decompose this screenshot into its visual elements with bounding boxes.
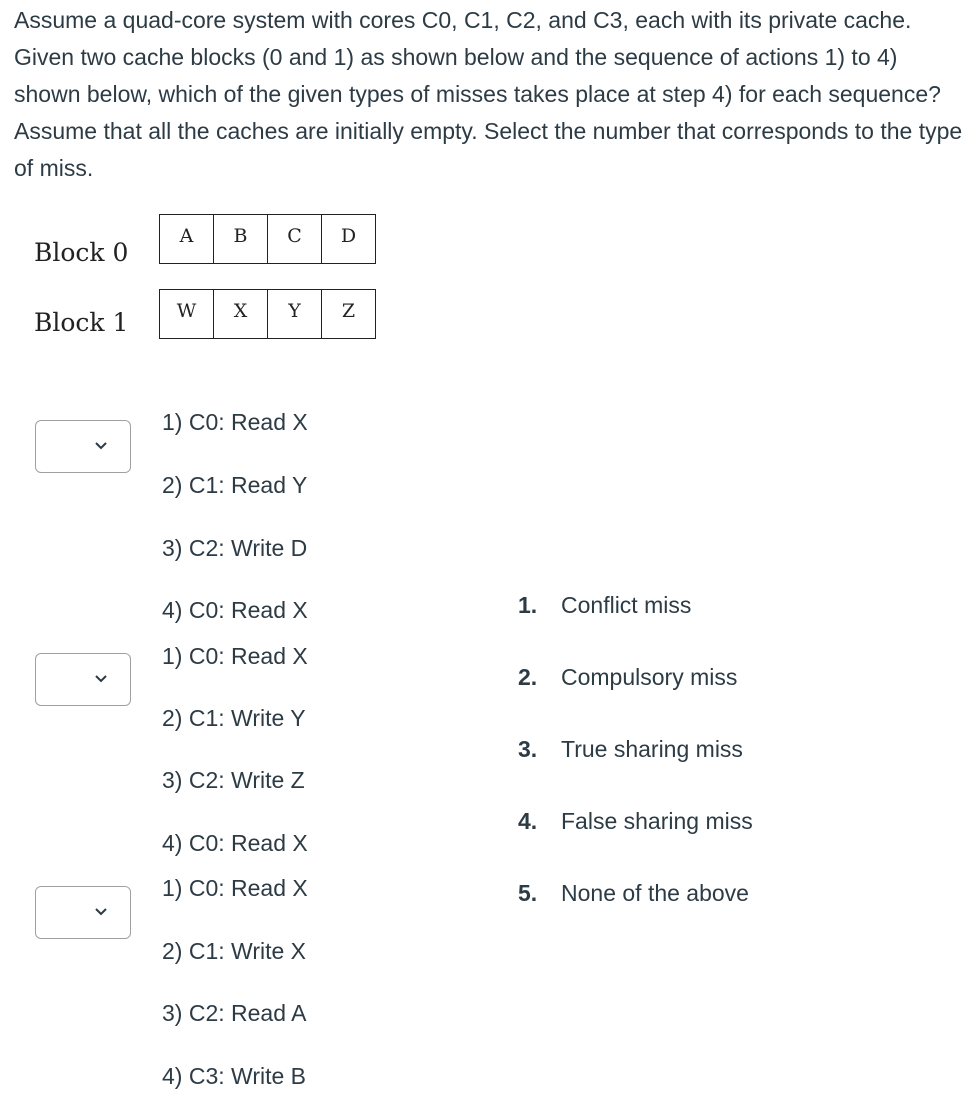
sequence-1-answer-select[interactable]: [35, 420, 131, 473]
sequence-3-action: 4) C3: Write B: [162, 1063, 306, 1089]
chevron-down-icon: [95, 908, 107, 916]
chevron-down-icon: [95, 675, 107, 683]
option-item: [518, 664, 737, 691]
chevron-down-icon: [95, 442, 107, 450]
option-number: 4.: [518, 808, 538, 834]
sequence-3-action: 1) C0: Read X: [162, 875, 308, 901]
option-number: 5.: [518, 880, 538, 906]
block-0-cell: B: [214, 215, 268, 264]
option-number: 1.: [518, 592, 538, 618]
block-1-cell: W: [160, 290, 214, 339]
sequence-3-action: 2) C1: Write X: [162, 938, 306, 964]
block-1-cell: Y: [268, 290, 322, 339]
option-item: [518, 592, 691, 619]
option-item: [518, 808, 753, 835]
block-0-table: [159, 214, 376, 264]
block-0-cell: D: [322, 215, 376, 264]
option-number: 3.: [518, 736, 538, 762]
question-text: Assume a quad-core system with cores C0, C1, C2, and C3, each with its private cache. Given two cache blocks (0 and 1) as shown below and the sequence of actions 1) to 4) shown below, which of the given types of misses takes place at step 4) for each sequence? Assume that all the caches are initially empty. Select the number that corresponds to the type of miss.: [14, 7, 963, 181]
option-number: 2.: [518, 664, 538, 690]
option-item: [518, 736, 743, 763]
sequence-2-action: 4) C0: Read X: [162, 830, 308, 856]
block-0-cell: A: [160, 215, 214, 264]
sequence-1-action: 2) C1: Read Y: [162, 472, 308, 498]
option-label: None of the above: [561, 880, 749, 906]
option-label: False sharing miss: [561, 808, 753, 834]
option-label: Compulsory miss: [561, 664, 738, 690]
block-1-label: Block 1: [34, 308, 129, 337]
sequence-1-action: 4) C0: Read X: [162, 597, 308, 623]
option-item: [518, 880, 749, 907]
block-1-cell: Z: [322, 290, 376, 339]
sequence-1-action: 1) C0: Read X: [162, 409, 308, 435]
sequence-3-answer-select[interactable]: [35, 886, 131, 939]
block-0-label: Block 0: [34, 238, 129, 267]
sequence-2-action: 2) C1: Write Y: [162, 705, 306, 731]
option-label: True sharing miss: [561, 736, 743, 762]
sequence-3-action: 3) C2: Read A: [162, 1000, 307, 1026]
sequence-2-action: 1) C0: Read X: [162, 643, 308, 669]
option-label: Conflict miss: [561, 592, 692, 618]
block-1-cell: X: [214, 290, 268, 339]
sequence-2-answer-select[interactable]: [35, 653, 131, 706]
block-0-cell: C: [268, 215, 322, 264]
sequence-2-action: 3) C2: Write Z: [162, 767, 305, 793]
block-1-table: [159, 289, 376, 339]
sequence-1-action: 3) C2: Write D: [162, 535, 308, 561]
